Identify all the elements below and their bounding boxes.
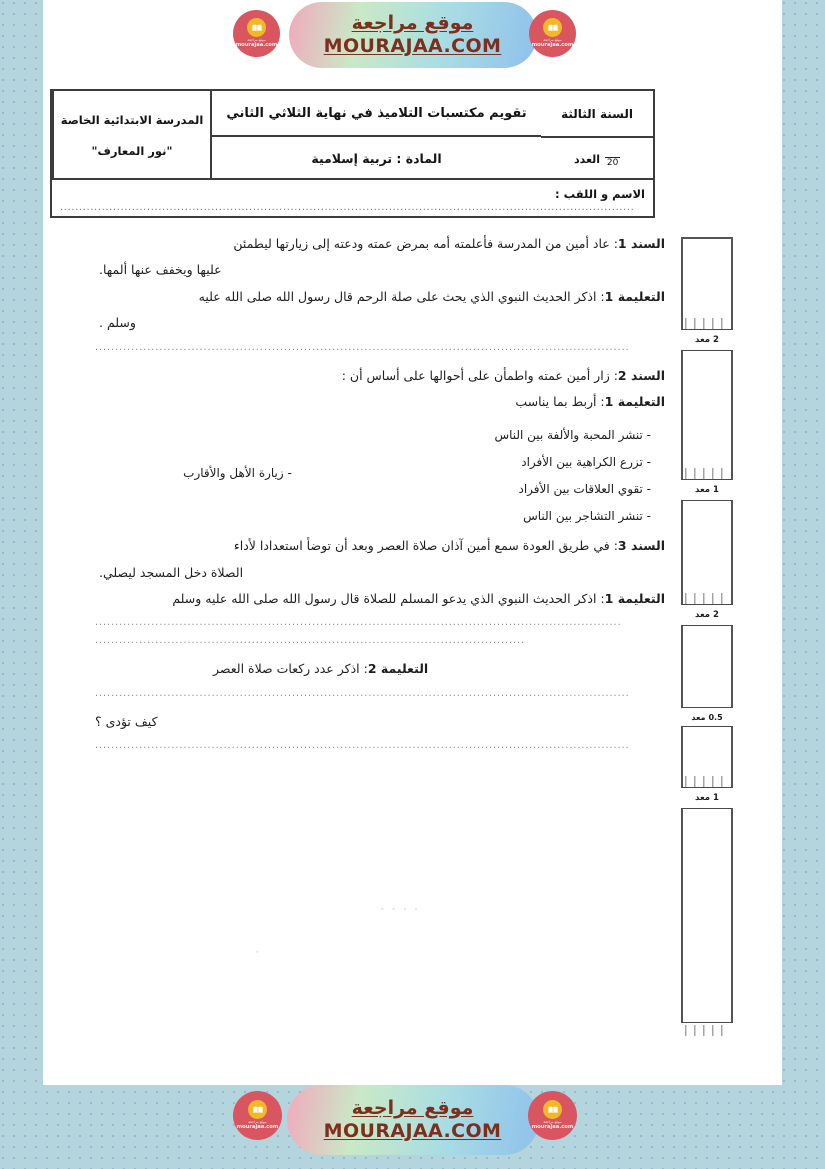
handwriting-marks [685,468,729,479]
section1-support-tail: عليها ويخفف عنها ألمها. [99,262,222,278]
section1-support [95,232,665,256]
school-name-line2: "نور المعارف" [91,143,173,158]
header-cell-level-mark [541,91,653,180]
section3-answer-line-1b[interactable]: ........................................................................................................... [95,635,526,647]
section3-task1-label: التعليمة 1 [604,591,665,606]
mark-entry[interactable] [681,707,733,727]
site-logo-icon [233,10,280,57]
section3-task1 [95,587,665,611]
scan-artefact: • [255,948,262,957]
logo-arabic-text: موقع مراجعة [248,1120,267,1125]
section3-question-line[interactable]: ..................................................................................................................................... [95,740,630,752]
mark-entry[interactable] [681,604,733,626]
watermark-pill [287,1085,539,1155]
watermark-banner-top [0,0,825,70]
handwriting-marks [685,776,729,787]
book-emblem-icon [543,18,562,37]
exam-body [95,232,665,762]
header-table-row [52,91,653,182]
matching-left-column [365,422,665,530]
mark-label: العدد [573,152,601,166]
matching-option[interactable]: - تزرع الكراهية بين الأفراد [521,455,651,470]
handwriting-marks [685,1025,729,1036]
section2-task-text: : أربط بما يناسب [515,393,605,409]
section1-task [95,285,665,309]
matching-exercise [95,422,665,530]
mark-entry[interactable] [681,479,733,501]
section3-task2 [95,657,665,681]
mark-value: 2 [713,610,719,620]
matching-option[interactable]: - تقوي العلاقات بين الأفراد [518,482,651,497]
section3-question: كيف تؤدى ؟ [95,713,158,729]
mark-value: 1 [713,485,719,495]
logo-url-text: mourajaa.com [235,41,278,48]
logo-arabic-text: موقع مراجعة [543,38,562,43]
logo-arabic-text: موقع مراجعة [247,38,266,43]
book-emblem-icon [247,18,266,37]
mark-value: 2 [713,335,719,345]
section1-support-text: : عاد أمين من المدرسة فأعلمته أمه بمرض عمته ودعته إلى زيارتها ليطمئن [233,236,618,251]
subject-text: المادة : تربية إسلامية [311,150,442,166]
section3-task2-text: : اذكر عدد ركعات صلاة العصر [213,661,368,677]
header-table [50,89,655,184]
site-logo-icon [233,1091,282,1140]
section1-task-label: التعليمة 1 [604,288,665,304]
section2-task-label: التعليمة 1 [604,393,665,409]
section2-support-label: السند 2 [617,367,665,383]
watermark-site-url[interactable]: MOURAJAA.COM [323,1119,502,1142]
section2-support [95,364,665,388]
level-text: السنة الثالثة [541,91,653,138]
section2-task [95,390,665,414]
logo-url-text: mourajaa.com [236,1123,279,1130]
logo-url-text: mourajaa.com [531,1123,574,1130]
handwriting-marks [685,593,729,604]
mark-fraction [605,150,620,168]
book-emblem-icon [543,1100,562,1119]
handwriting-marks [685,318,729,329]
matching-option[interactable]: - تنشر التشاجر بين الناس [523,509,651,524]
section3-support-text: : في طريق العودة سمع أمين آذان صلاة العصر وبعد أن توضأ استعدادا لأداء [233,538,618,554]
marks-column-footer [681,1022,733,1042]
header-cell-school [52,91,210,180]
mark-denominator: 20 [606,158,619,168]
section1-answer-line[interactable]: ..................................................................................................................................... [95,341,630,353]
mark-label: معد [695,485,711,495]
section1-task-tail: وسلم . [99,315,136,331]
section3-answer-line-1a[interactable]: ................................................................................................................................... [95,617,622,629]
exam-title: تقويم مكتسبات التلاميذ في نهاية الثلاثي الثاني [212,92,541,137]
section2-support-text: : زار أمين عمته واطمأن على أحوالها على أساس أن : [341,367,618,383]
mark-cell [541,138,653,180]
section3-support-tail: الصلاة دخل المسجد ليصلي. [99,564,244,580]
mark-label: معد [695,610,711,620]
student-name-box [50,178,655,218]
mark-entry[interactable] [681,329,733,351]
mark-label: معد [695,793,711,803]
section3-task2-label: التعليمة 2 [367,661,429,677]
header-cell-title-subject [210,91,541,180]
logo-url-text: mourajaa.com [531,41,574,48]
watermark-site-url[interactable]: MOURAJAA.COM [323,34,502,57]
school-name-line1: المدرسة الابتدائية الخاصة [60,112,204,127]
scan-artefact: • • • • [380,905,421,914]
section3-support [95,534,665,558]
site-logo-icon [528,1091,577,1140]
section3-support-label: السند 3 [617,538,665,554]
mark-entry[interactable] [681,787,733,809]
section1-support-label: السند 1 [617,236,665,251]
mark-label: معد [695,335,711,345]
mark-value: 1 [713,793,719,803]
mark-value: 0.5 [708,712,723,722]
student-name-label: الاسم و اللقب : [555,187,645,201]
marks-column [681,237,733,1042]
logo-arabic-text: موقع مراجعة [543,1120,562,1125]
book-emblem-icon [248,1100,267,1119]
watermark-arabic-text: موقع مراجعة [351,11,474,34]
section3-task1-text: : اذكر الحديث النبوي الذي يدعو المسلم للصلاة قال رسول الله صلى الله عليه وسلم [172,591,605,606]
mark-label: معد [691,712,706,722]
site-logo-icon [529,10,576,57]
matching-prompt[interactable]: - زيارة الأهل والأقارب [183,466,292,481]
student-name-dots: ........................................................................................................................................................ [60,202,635,213]
section1-task-text: : اذكر الحديث النبوي الذي يحث على صلة الرحم قال رسول الله صلى الله عليه [198,288,605,304]
watermark-pill [289,2,537,68]
matching-right-column [110,422,365,530]
watermark-arabic-text: موقع مراجعة [351,1096,474,1119]
watermark-banner-bottom [0,1083,825,1157]
section3-answer-line-2[interactable]: ..................................................................................................................................... [95,687,630,699]
matching-option[interactable]: - تنشر المحبة والألفة بين الناس [494,428,651,443]
